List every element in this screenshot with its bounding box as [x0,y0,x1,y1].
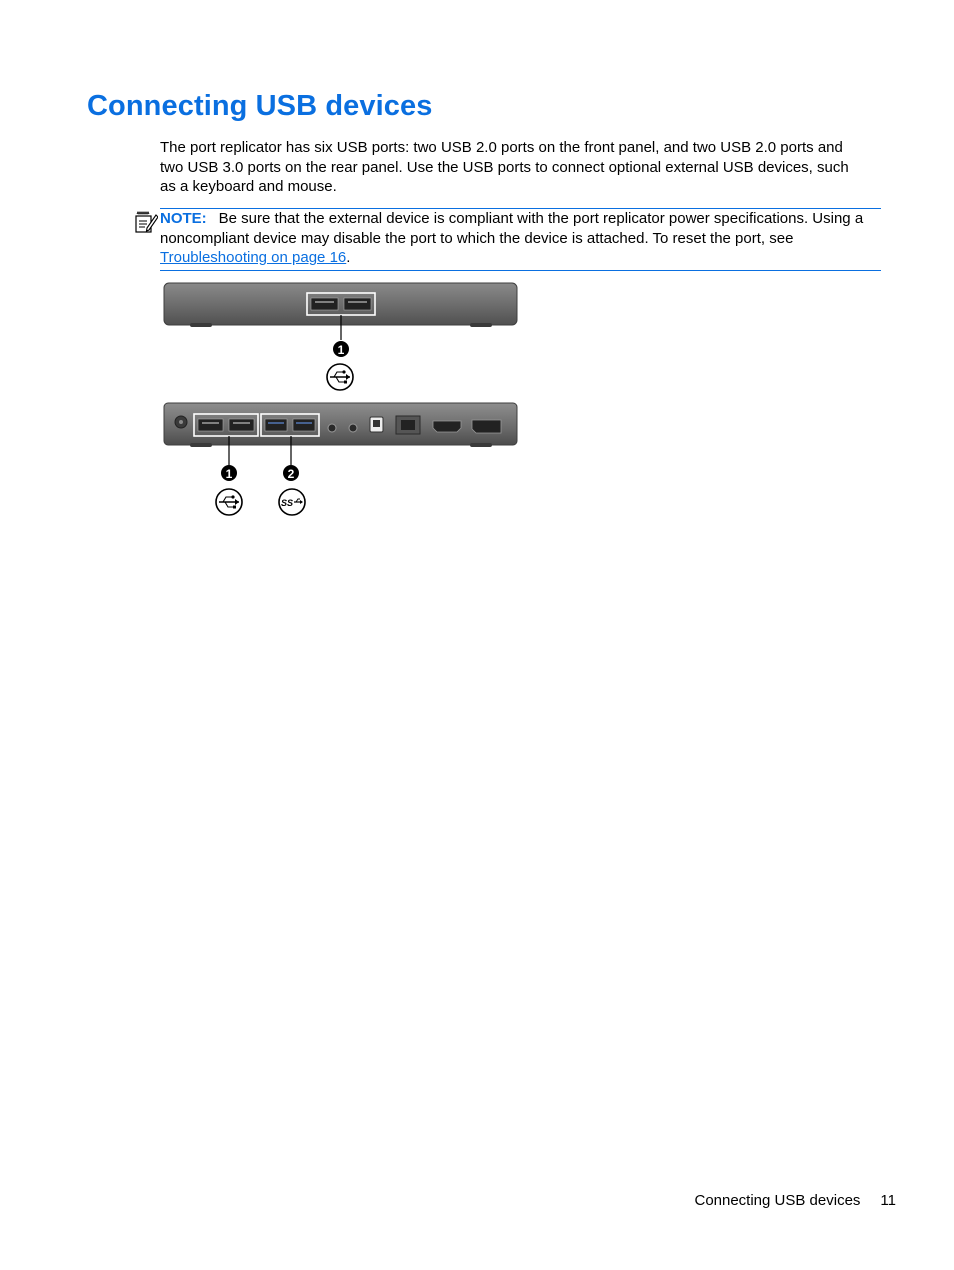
callout-number: 1 [337,343,345,357]
troubleshooting-link[interactable]: Troubleshooting on page 16 [160,249,347,266]
note-label: NOTE: [160,210,207,227]
page-footer [694,1192,896,1209]
usb-icon [216,489,242,515]
note-icon [134,210,158,234]
callout-number: 1 [225,467,233,481]
note-suffix: . [346,249,351,266]
ss-label: SS [280,498,294,508]
callout-number: 2 [287,467,295,481]
page-number: 11 [880,1192,896,1209]
usb-icon [327,364,353,390]
page-title: Connecting USB devices [87,90,433,122]
note-text: Be sure that the external device is compliant with the port replicator power specifications. Using a noncompliant device may disable the port to which the device is attached. To reset the port, see [160,210,864,247]
usb-superspeed-icon [279,489,305,515]
footer-section: Connecting USB devices [694,1192,861,1209]
rear-panel [164,403,517,447]
note-box [160,208,881,271]
intro-paragraph: The port replicator has six USB ports: two USB 2.0 ports on the front panel, and two USB 2.0 ports and two USB 3.0 ports on the rear panel. Use the USB ports to connect optional external USB devices, such as a keyboard and mouse. [160,139,849,195]
port-replicator-figure [160,280,524,525]
